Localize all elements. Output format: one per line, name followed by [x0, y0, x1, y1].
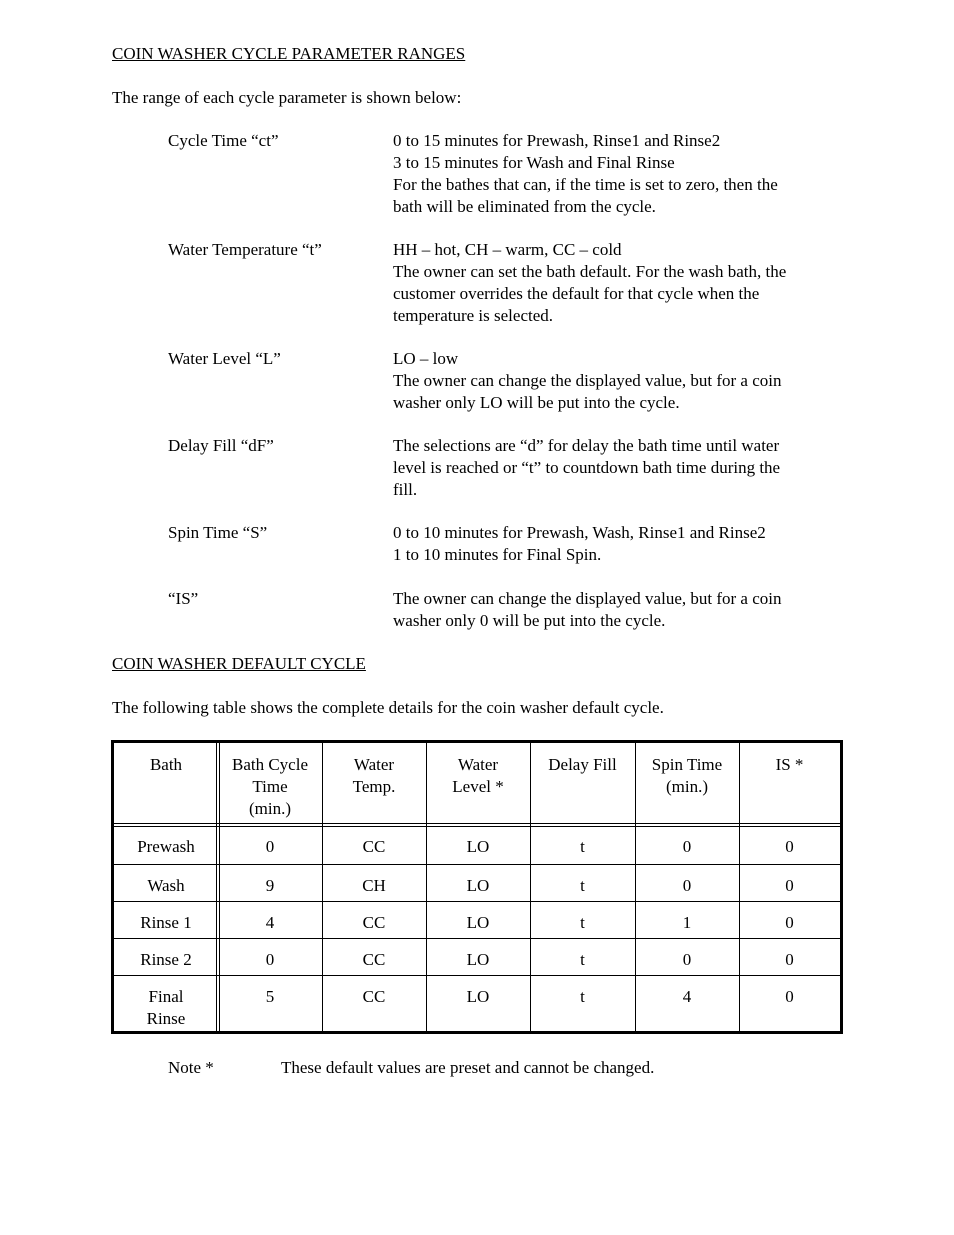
table-cell-text: t	[580, 837, 585, 856]
table-cell-text: LO	[466, 913, 490, 932]
table-header-delay-fill	[530, 743, 635, 776]
param-name-cycle-time: Cycle Time “ct”	[168, 131, 279, 150]
table-cell-text: (min.)	[665, 777, 709, 796]
table-cell-text: CC	[362, 987, 386, 1006]
table-cell-text: (min.)	[248, 799, 292, 818]
table-cell-text: 0	[785, 913, 794, 932]
param-desc-line: The owner can change the displayed value, but for a coin	[393, 371, 782, 390]
param-desc-water-temperature	[393, 239, 843, 327]
note-label: Note *	[168, 1058, 214, 1077]
param-desc-line: The selections are “d” for delay the bath time until water	[393, 436, 780, 455]
table-cell-water-temp	[322, 826, 426, 858]
table-cell-is	[739, 865, 840, 897]
section-heading-default-cycle: COIN WASHER DEFAULT CYCLE	[112, 654, 366, 673]
table-cell-cycle-time	[218, 939, 322, 971]
table-cell-is	[739, 826, 840, 858]
table-cell-text: Rinse 2	[140, 950, 192, 969]
param-desc-line: The owner can change the displayed value, but for a coin	[393, 589, 782, 608]
table-cell-water-temp	[322, 902, 426, 934]
table-cell-bath	[114, 865, 218, 897]
table-cell-text: Delay Fill	[548, 755, 617, 774]
param-name-water-temperature: Water Temperature “t”	[168, 240, 322, 259]
param-desc-line: washer only 0 will be put into the cycle.	[393, 611, 666, 630]
param-desc-cycle-time	[393, 130, 843, 218]
table-cell-text: Final	[148, 987, 184, 1006]
section-heading-parameter-ranges: COIN WASHER CYCLE PARAMETER RANGES	[112, 44, 466, 63]
param-desc-line: level is reached or “t” to countdown bath time during the	[393, 458, 781, 477]
section-intro-parameter-ranges: The range of each cycle parameter is shown below:	[112, 88, 462, 107]
table-cell-cycle-time	[218, 826, 322, 858]
table-cell-text: Water	[457, 755, 499, 774]
section-intro-default-cycle: The following table shows the complete details for the coin washer default cycle.	[112, 698, 664, 717]
table-cell-text: Level *	[452, 777, 504, 796]
table-cell-text: 0	[785, 837, 794, 856]
table-header-bath	[114, 743, 218, 776]
table-cell-text: t	[580, 987, 585, 1006]
table-cell-delay-fill	[530, 939, 635, 971]
param-desc-line: For the bathes that can, if the time is set to zero, then the	[393, 175, 778, 194]
table-cell-text: 0	[682, 950, 692, 969]
table-cell-bath	[114, 902, 218, 934]
table-cell-cycle-time	[218, 865, 322, 897]
default-cycle-table	[111, 740, 843, 1034]
param-desc-line: bath will be eliminated from the cycle.	[393, 197, 656, 216]
table-cell-text: CC	[362, 950, 386, 969]
table-cell-delay-fill	[530, 826, 635, 858]
param-desc-is	[393, 588, 843, 632]
param-name-is: “IS”	[168, 589, 199, 608]
table-cell-text: Rinse 1	[140, 913, 192, 932]
table-cell-text: Rinse	[146, 1009, 186, 1028]
table-cell-cycle-time	[218, 902, 322, 934]
table-header-water-temp	[322, 743, 426, 798]
param-desc-line: 1 to 10 minutes for Final Spin.	[393, 545, 602, 564]
param-name-delay-fill: Delay Fill “dF”	[168, 436, 274, 455]
table-cell-spin-time	[635, 939, 739, 971]
table-cell-text: 0	[682, 837, 692, 856]
table-cell-text: IS *	[775, 755, 804, 774]
param-desc-spin-time	[393, 522, 843, 566]
table-cell-water-level	[426, 976, 530, 1008]
table-cell-text: LO	[466, 987, 490, 1006]
table-cell-text: Time	[252, 777, 288, 796]
table-cell-water-temp	[322, 939, 426, 971]
table-cell-text: CC	[362, 913, 386, 932]
table-cell-water-level	[426, 865, 530, 897]
table-cell-text: 0	[265, 837, 275, 856]
table-cell-bath	[114, 976, 218, 1030]
param-desc-line: customer overrides the default for that cycle when the	[393, 284, 760, 303]
table-header-water-level	[426, 743, 530, 798]
table-cell-is	[739, 939, 840, 971]
note-text: These default values are preset and cannot be changed.	[281, 1058, 655, 1077]
table-cell-text: CC	[362, 837, 386, 856]
table-cell-text: Water	[353, 755, 395, 774]
table-cell-water-temp	[322, 976, 426, 1008]
table-cell-bath	[114, 826, 218, 858]
table-header-cycle-time	[218, 743, 322, 820]
table-cell-text: Bath	[149, 755, 183, 774]
table-cell-text: Temp.	[352, 777, 396, 796]
table-cell-text: t	[580, 950, 585, 969]
param-name-water-level: Water Level “L”	[168, 349, 281, 368]
param-desc-line: LO – low	[393, 349, 459, 368]
table-cell-text: CH	[362, 876, 386, 895]
table-header-is	[739, 743, 840, 776]
table-cell-spin-time	[635, 826, 739, 858]
table-cell-bath	[114, 939, 218, 971]
table-cell-water-level	[426, 826, 530, 858]
param-name-spin-time: Spin Time “S”	[168, 523, 268, 542]
table-cell-text: LO	[466, 950, 490, 969]
table-cell-text: 5	[265, 987, 275, 1006]
param-desc-water-level	[393, 348, 843, 414]
table-cell-text: 0	[785, 950, 794, 969]
table-cell-text: 1	[682, 913, 692, 932]
table-cell-water-level	[426, 902, 530, 934]
table-cell-text: LO	[466, 876, 490, 895]
table-cell-is	[739, 976, 840, 1008]
table-cell-is	[739, 902, 840, 934]
table-cell-text: 0	[785, 987, 794, 1006]
table-cell-text: Spin Time	[651, 755, 723, 774]
param-desc-line: The owner can set the bath default. For the wash bath, the	[393, 262, 787, 281]
table-cell-spin-time	[635, 865, 739, 897]
table-cell-text: t	[580, 876, 585, 895]
table-cell-water-level	[426, 939, 530, 971]
table-cell-text: Bath Cycle	[231, 755, 308, 774]
table-cell-spin-time	[635, 976, 739, 1008]
table-cell-text: 0	[682, 876, 692, 895]
table-cell-delay-fill	[530, 976, 635, 1008]
table-cell-text: 4	[265, 913, 275, 932]
table-cell-cycle-time	[218, 976, 322, 1008]
table-cell-text: 4	[682, 987, 692, 1006]
table-cell-spin-time	[635, 902, 739, 934]
table-cell-text: 0	[785, 876, 794, 895]
table-cell-water-temp	[322, 865, 426, 897]
table-cell-delay-fill	[530, 865, 635, 897]
param-desc-line: 0 to 15 minutes for Prewash, Rinse1 and Rinse2	[393, 131, 721, 150]
param-desc-line: 0 to 10 minutes for Prewash, Wash, Rinse1 and Rinse2	[393, 523, 766, 542]
table-cell-text: Prewash	[137, 837, 195, 856]
table-header-spin-time	[635, 743, 739, 798]
param-desc-line: washer only LO will be put into the cycle.	[393, 393, 680, 412]
param-desc-line: fill.	[393, 480, 418, 499]
table-cell-text: Wash	[147, 876, 185, 895]
table-cell-text: 9	[265, 876, 275, 895]
param-desc-line: HH – hot, CH – warm, CC – cold	[393, 240, 622, 259]
param-desc-delay-fill	[393, 435, 843, 501]
table-cell-text: LO	[466, 837, 490, 856]
param-desc-line: temperature is selected.	[393, 306, 554, 325]
table-cell-text: t	[580, 913, 585, 932]
param-desc-line: 3 to 15 minutes for Wash and Final Rinse	[393, 153, 675, 172]
table-cell-text: 0	[265, 950, 275, 969]
table-cell-delay-fill	[530, 902, 635, 934]
